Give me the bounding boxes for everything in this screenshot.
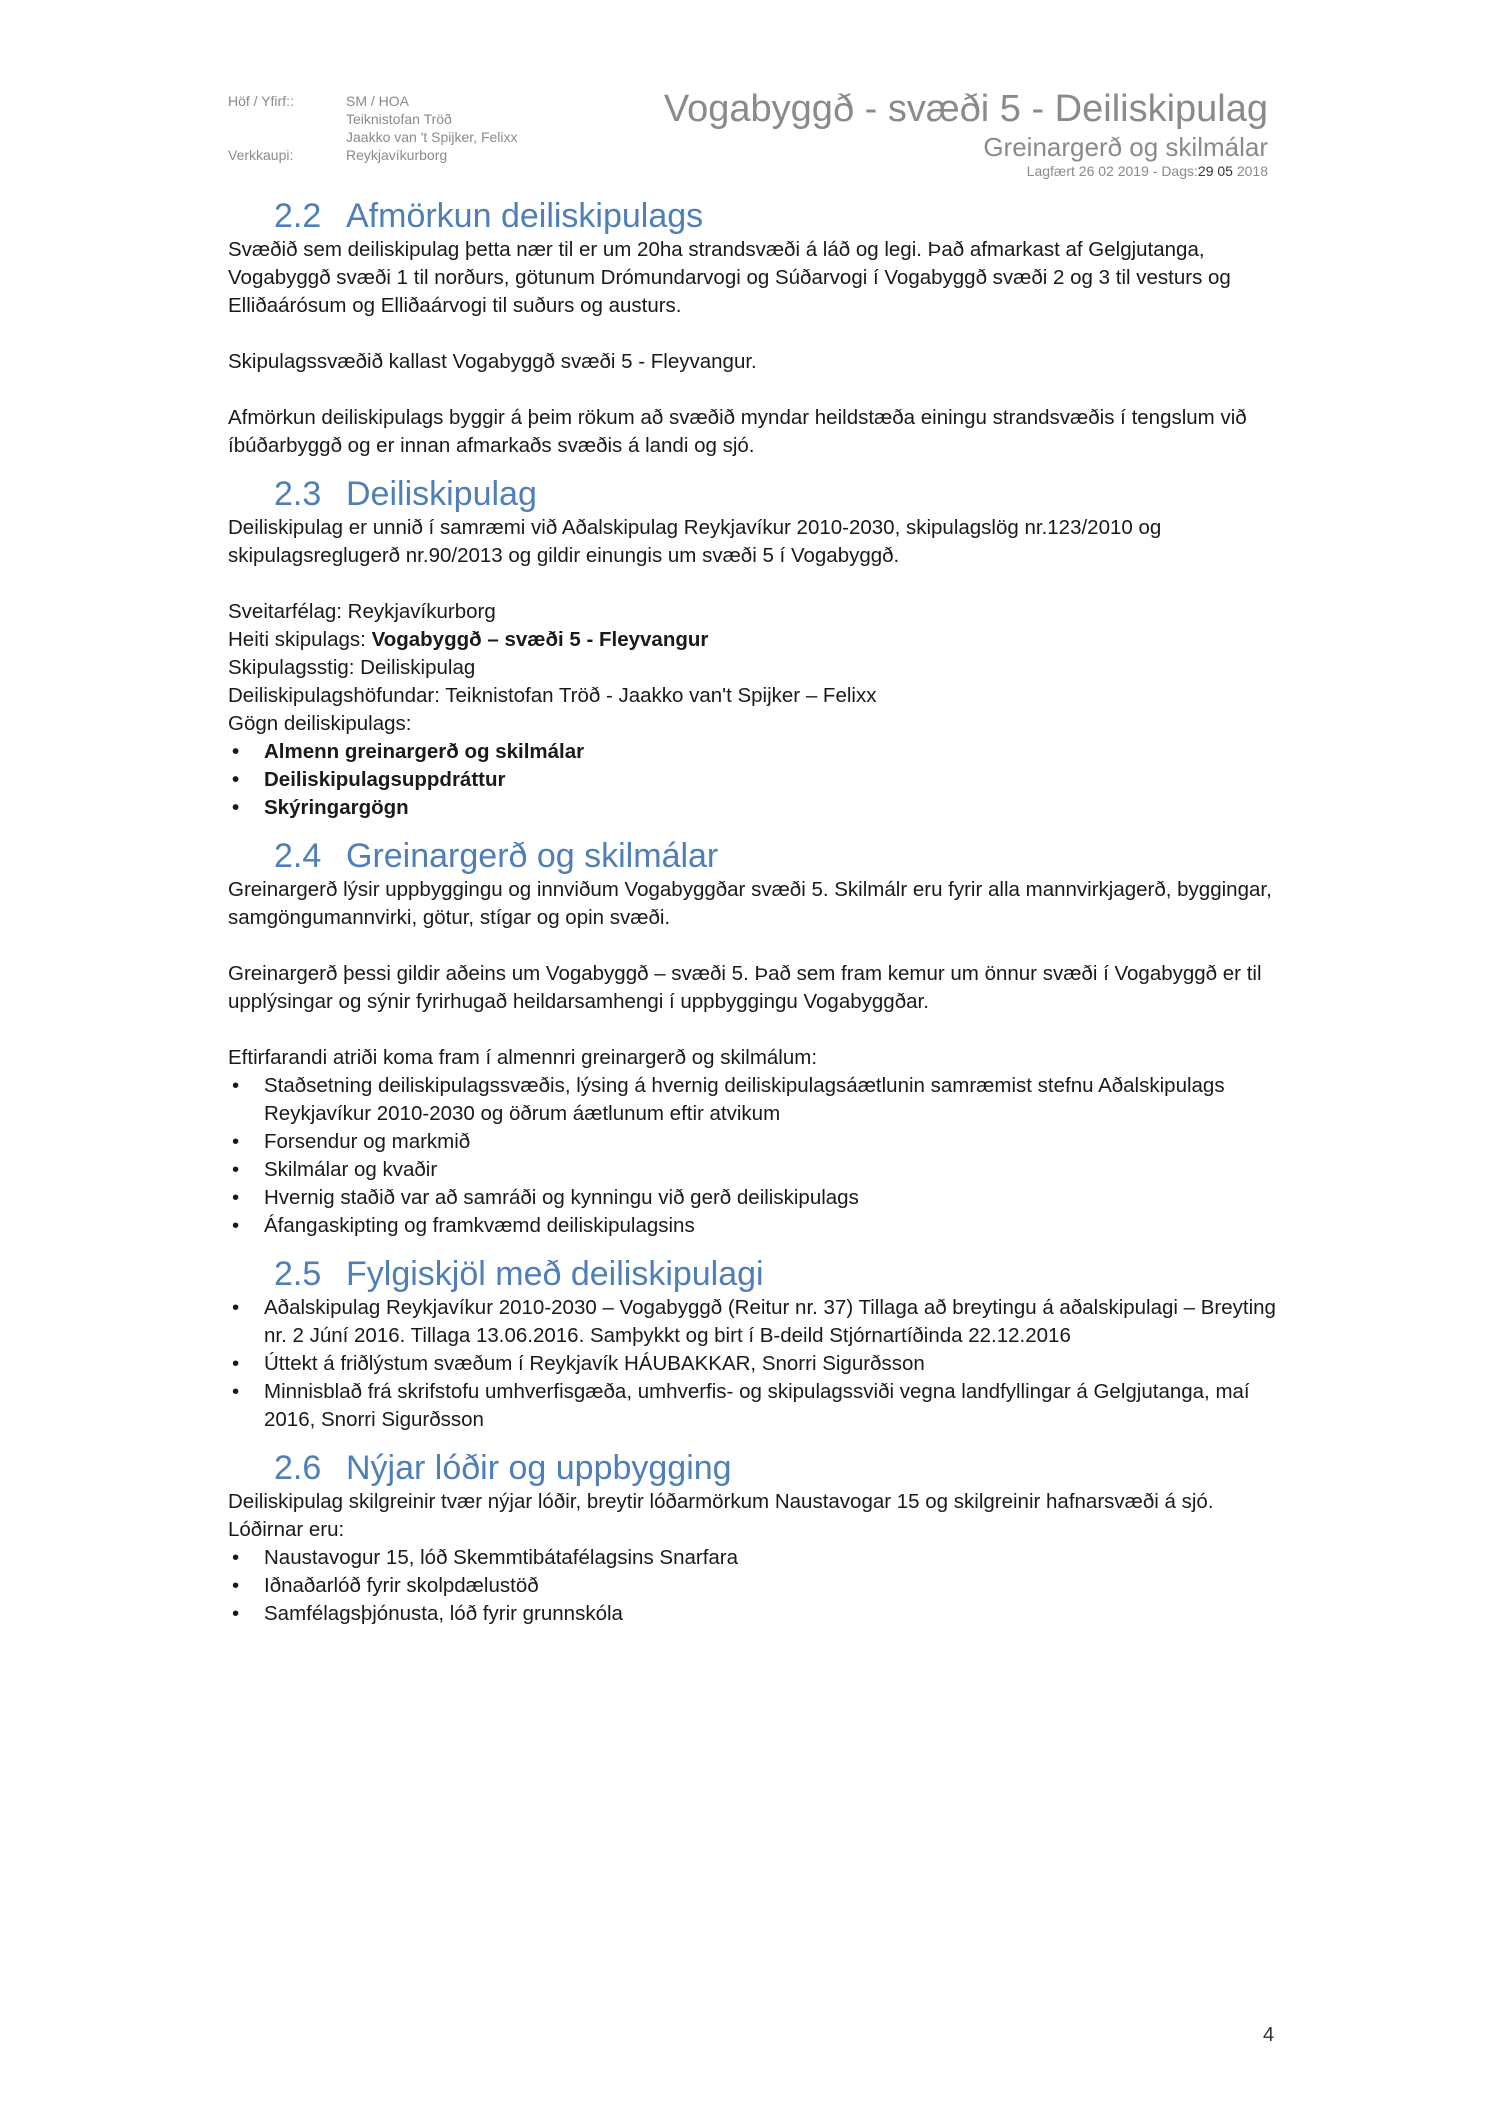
- list-item: • Staðsetning deiliskipulagssvæðis, lýsing á hvernig deiliskipulagsáætlunin samræmist stefnu Aðalskipulags Reykjavíkur 2010-2030 og öðrum áætlunum eftir atvikum: [228, 1072, 1288, 1128]
- list-item: • Skilmálar og kvaðir: [228, 1156, 1288, 1184]
- list-item: • Minnisblað frá skrifstofu umhverfisgæða, umhverfis- og skipulagssviði vegna landfyllingar á Gelgjutanga, maí 2016, Snorri Sigurðsson: [228, 1378, 1288, 1434]
- fylgiskjol-list: [228, 1294, 1288, 1434]
- list-item: • Áfangaskipting og framkvæmd deiliskipulagsins: [228, 1212, 1288, 1240]
- list-item: • Úttekt á friðlýstum svæðum í Reykjavík HÁUBAKKAR, Snorri Sigurðsson: [228, 1350, 1288, 1378]
- info-stig: Skipulagsstig: Deiliskipulag: [228, 656, 476, 679]
- list-item: • Naustavogur 15, lóð Skemmtibátafélagsins Snarfara: [228, 1544, 1288, 1572]
- paragraph: Skipulagssvæðið kallast Vogabyggð svæði 5 - Fleyvangur.: [228, 350, 757, 373]
- list-item: • Iðnaðarlóð fyrir skolpdælustöð: [228, 1572, 1288, 1600]
- date-highlight: 29 05: [1197, 163, 1233, 179]
- paragraph: Deiliskipulag er unnið í samræmi við Aðalskipulag Reykjavíkur 2010-2030, skipulagslög nr.123/2010 og skipulagsreglugerð nr.90/2013 og gildir einungis um svæði 5 í Vogabyggð.: [228, 516, 1162, 567]
- list-item: • Skýringargögn: [228, 794, 1288, 822]
- author-3: Jaakko van 't Spijker, Felixx: [346, 129, 518, 145]
- paragraph: Afmörkun deiliskipulags byggir á þeim rökum að svæðið myndar heildstæða einingu strandsvæðis í tengslum við íbúðarbyggð og er innan afmarkaðs svæðis á landi og sjó.: [228, 406, 1247, 457]
- section-heading-2-4: 2.4 Greinargerð og skilmálar: [274, 837, 719, 875]
- document-title: Vogabyggð - svæði 5 - Deiliskipulag: [663, 88, 1268, 130]
- info-hofundar: Deiliskipulagshöfundar: Teiknistofan Tröð - Jaakko van't Spijker – Felixx: [228, 684, 877, 707]
- atridi-list: [228, 1072, 1288, 1240]
- list-item: • Forsendur og markmið: [228, 1128, 1288, 1156]
- page-number: 4: [1263, 2024, 1275, 2046]
- paragraph: Greinargerð þessi gildir aðeins um Vogabyggð – svæði 5. Það sem fram kemur um önnur svæði í Vogabyggð er til upplýsingar og sýnir fyrirhugað heildarsamhengi í uppbyggingu Vogabyggðar.: [228, 962, 1262, 1013]
- gogn-list: [228, 738, 1288, 822]
- section-heading-2-3: 2.3 Deiliskipulag: [274, 475, 537, 513]
- paragraph: Deiliskipulag skilgreinir tvær nýjar lóðir, breytir lóðarmörkum Naustavogar 15 og skilgreinir hafnarsvæði á sjó. Lóðirnar eru:: [228, 1490, 1214, 1541]
- paragraph: Eftirfarandi atriði koma fram í almennri greinargerð og skilmálum:: [228, 1046, 818, 1069]
- info-sveitarfelag: Sveitarfélag: Reykjavíkurborg: [228, 600, 496, 623]
- list-item: • Samfélagsþjónusta, lóð fyrir grunnskóla: [228, 1600, 1288, 1628]
- document-subtitle: Greinargerð og skilmálar: [983, 132, 1268, 162]
- info-gogn-label: Gögn deiliskipulags:: [228, 712, 412, 735]
- author-1: SM / HOA: [346, 93, 410, 109]
- page-content: [228, 196, 1288, 1628]
- author-2: Teiknistofan Tröð: [346, 111, 452, 127]
- list-item: • Hvernig staðið var að samráði og kynningu við gerð deiliskipulags: [228, 1184, 1288, 1212]
- list-item: • Deiliskipulagsuppdráttur: [228, 766, 1288, 794]
- lodir-list: [228, 1544, 1288, 1628]
- list-item: • Aðalskipulag Reykjavíkur 2010-2030 – Vogabyggð (Reitur nr. 37) Tillaga að breytingu á aðalskipulagi – Breyting nr. 2 Júní 2016. Tillaga 13.06.2016. Samþykkt og birt í B-deild Stjórnartíðinda 22.12.2016: [228, 1294, 1288, 1350]
- paragraph: Greinargerð lýsir uppbyggingu og innviðum Vogabyggðar svæði 5. Skilmálr eru fyrir alla mannvirkjagerð, byggingar, samgöngumannvirki, götur, stígar og opin svæði.: [228, 878, 1272, 929]
- info-heiti: Heiti skipulags: Vogabyggð – svæði 5 - Fleyvangur: [228, 628, 709, 651]
- list-item: • Almenn greinargerð og skilmálar: [228, 738, 1288, 766]
- paragraph: Svæðið sem deiliskipulag þetta nær til er um 20ha strandsvæði á láð og legi. Það afmarkast af Gelgjutanga, Vogabyggð svæði 1 til norðurs, götunum Drómundarvogi og Súðarvogi í Vogabyggð svæði 2 og 3 til vesturs og Elliðaárósum og Elliðaárvogi til suðurs og austurs.: [228, 238, 1231, 317]
- document-date: Lagfært 26 02 2019 - Dags:29 05 2018: [1026, 163, 1268, 179]
- label-verkkaupi: Verkkaupi:: [228, 147, 294, 163]
- section-heading-2-5: 2.5 Fylgiskjöl með deiliskipulagi: [274, 1255, 764, 1293]
- section-heading-2-2: 2.2 Afmörkun deiliskipulags: [274, 197, 704, 235]
- section-heading-2-6: 2.6 Nýjar lóðir og uppbygging: [274, 1449, 732, 1487]
- client: Reykjavíkurborg: [346, 147, 448, 163]
- header-meta: [228, 92, 518, 164]
- header-title-block: [664, 86, 1268, 180]
- label-hof: Höf / Yfirf::: [228, 93, 294, 109]
